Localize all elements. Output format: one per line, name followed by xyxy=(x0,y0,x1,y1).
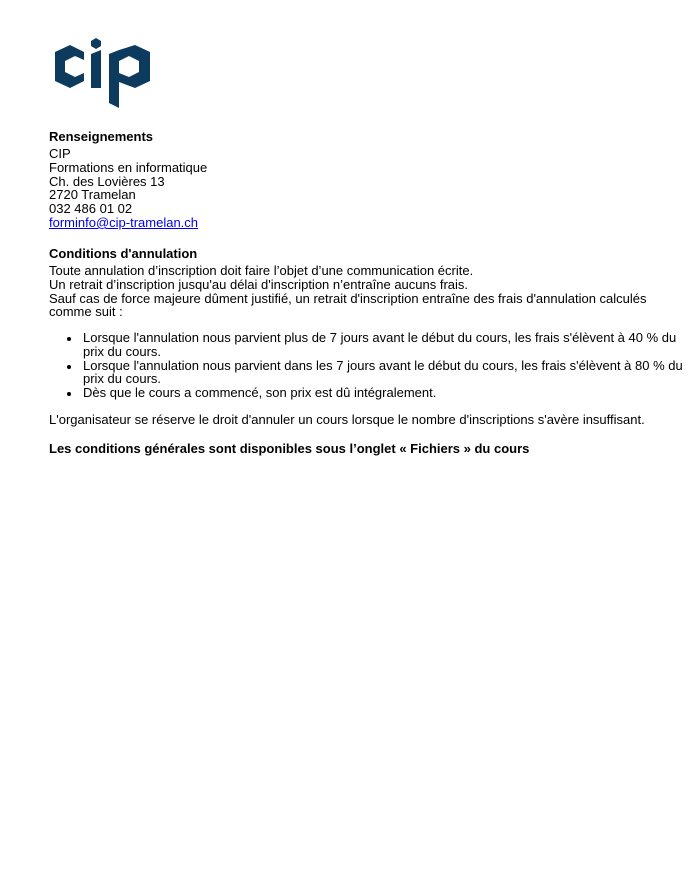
rule-text: Lorsque l'annulation nous parvient plus de 7 jours avant le début du cours, les frais s'élèvent à 40 % du xyxy=(83,330,677,345)
contact-heading: Renseignements xyxy=(49,129,154,144)
contact-subtitle: Formations en informatique xyxy=(49,159,208,175)
contact-street: Ch. des Lovières 13 xyxy=(49,173,165,189)
list-item xyxy=(83,386,649,400)
bullet-icon xyxy=(67,392,71,396)
cancellation-intro xyxy=(49,264,649,319)
cancellation-intro-line: Sauf cas de force majeure dûment justifié, un retrait d'inscription entraîne des frais d'annulation calculés xyxy=(49,290,647,306)
cancellation-rules-list xyxy=(49,330,683,401)
organizer-note xyxy=(49,413,649,427)
list-item xyxy=(83,357,683,387)
rule-text: prix du cours. xyxy=(83,343,162,359)
contact-email-link[interactable]: forminfo@cip-tramelan.ch xyxy=(49,214,199,230)
rule-text: Dès que le cours a commencé, son prix est dû intégralement. xyxy=(83,385,437,401)
bullet-icon xyxy=(67,337,71,341)
general-conditions-note: Les conditions générales sont disponibles sous l’onglet « Fichiers » du cours xyxy=(49,441,530,456)
list-item xyxy=(83,330,677,359)
rule-text: Lorsque l'annulation nous parvient dans les 7 jours avant le début du cours, les frais s'élèvent à 80 % du xyxy=(83,357,683,373)
cancellation-heading: Conditions d'annulation xyxy=(49,246,198,261)
cancellation-intro-line: comme suit : xyxy=(49,304,123,320)
bullet-icon xyxy=(67,365,71,369)
cip-logo xyxy=(55,36,150,108)
contact-phone: 032 486 01 02 xyxy=(49,201,133,217)
contact-city: 2720 Tramelan xyxy=(49,187,136,203)
cancellation-intro-line: Un retrait d’inscription jusqu'au délai d'inscription n’entraîne aucuns frais. xyxy=(49,276,469,292)
organizer-note-text: L'organisateur se réserve le droit d'annuler un cours lorsque le nombre d'inscriptions s'avère insuffisant. xyxy=(49,412,645,427)
cancellation-intro-line: Toute annulation d’inscription doit faire l’objet d’une communication écrite. xyxy=(49,263,474,278)
rule-text: prix du cours. xyxy=(83,371,162,387)
contact-organization: CIP xyxy=(49,146,71,161)
contact-block xyxy=(49,147,649,230)
cip-logo-graphic xyxy=(55,36,150,108)
